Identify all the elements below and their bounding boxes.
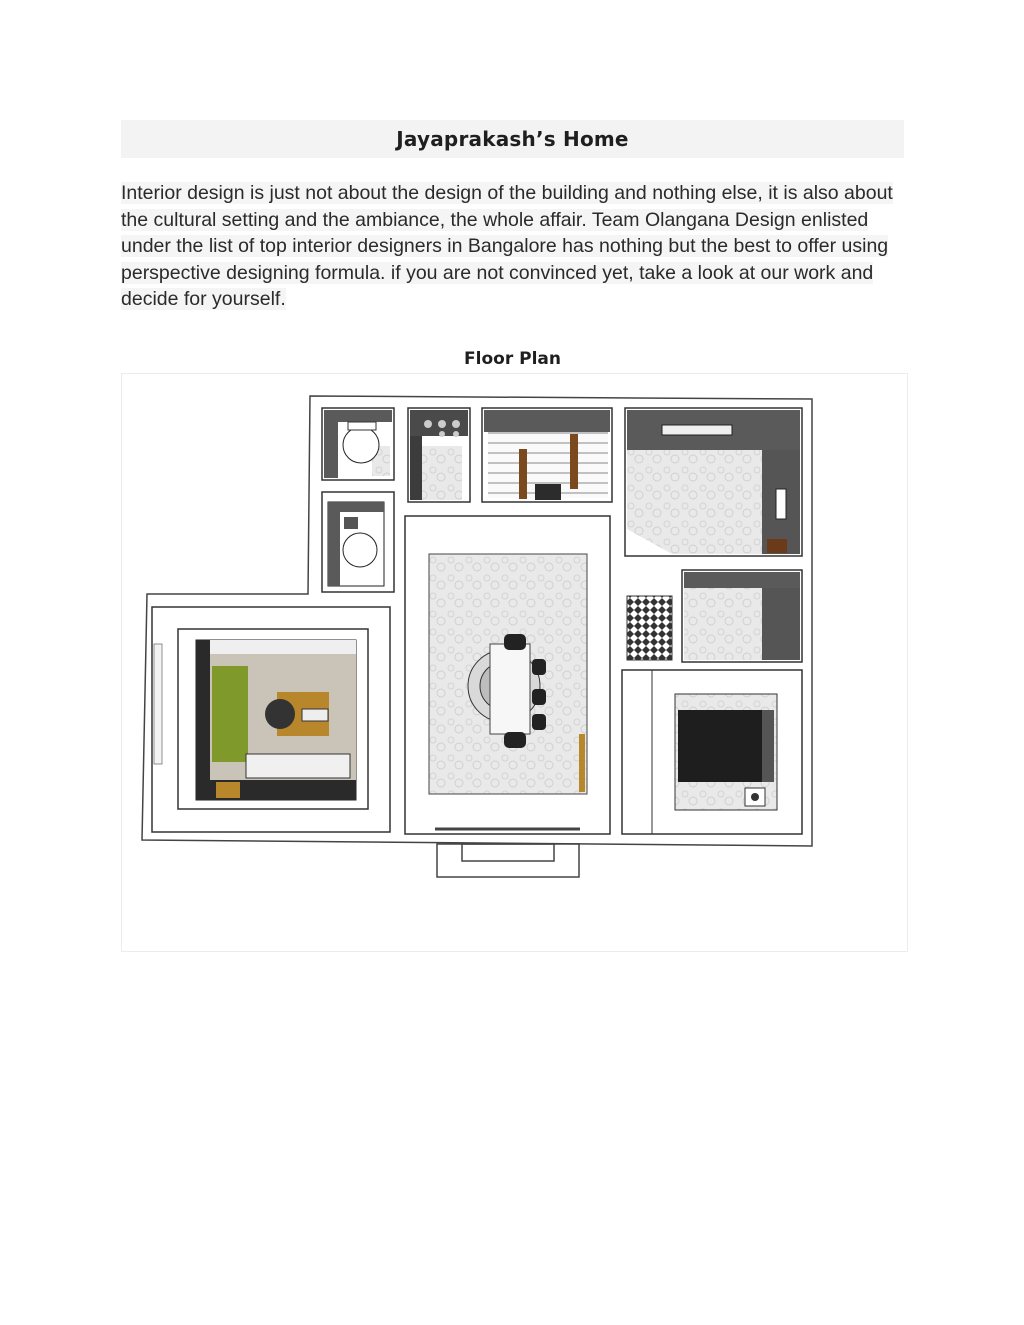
bedroom-top-right — [625, 408, 802, 556]
bathroom-middle-left — [322, 492, 394, 592]
bedroom-bottom-right — [622, 670, 802, 834]
passage-rug — [627, 596, 672, 660]
intro-text: Interior design is just not about the design of the building and nothing else, it is also about the cultural setting and the ambiance, the whole affair. Team Olangana Design enlisted under the list of top interior designers in Bangalore has nothing but the best to offer using perspective designing formula. if you are not convinced yet, take a look at our work and decide for yourself. — [121, 182, 893, 310]
intro-paragraph — [121, 180, 906, 313]
living-dining-hall — [405, 516, 610, 834]
bathroom-top-left — [322, 408, 394, 480]
page-title: Jayaprakash’s Home — [396, 127, 629, 151]
title-banner — [121, 120, 904, 158]
floor-plan-heading: Floor Plan — [464, 349, 561, 369]
floor-plan-drawing — [122, 374, 907, 951]
kitchen — [408, 408, 470, 502]
staircase — [482, 408, 612, 502]
room-middle-right — [682, 570, 802, 662]
floor-plan-image — [121, 373, 908, 952]
drawing-room — [152, 607, 390, 832]
